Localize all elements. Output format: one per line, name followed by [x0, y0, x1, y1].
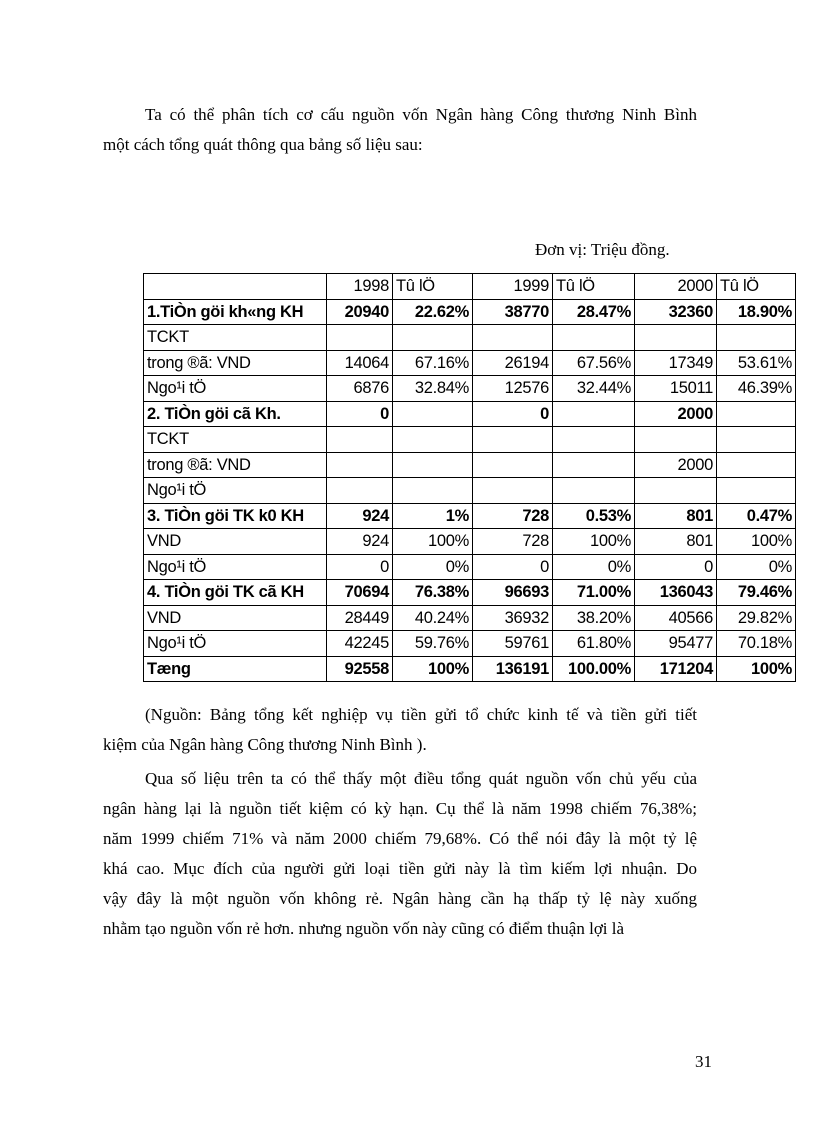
- value-cell: 100%: [553, 529, 635, 555]
- source-line: (Nguồn: Bảng tổng kết nghiệp vụ tiền gửi tổ chức kinh tế và tiền gửi tiết: [145, 705, 697, 724]
- value-cell: 801: [635, 529, 717, 555]
- value-cell: 0.47%: [717, 503, 796, 529]
- header-cell: 1999: [473, 274, 553, 300]
- value-cell: 136191: [473, 656, 553, 682]
- table-header-row: [144, 274, 796, 300]
- row-label-cell: 4. TiÒn göi TK cã KH: [144, 580, 327, 606]
- value-cell: [717, 325, 796, 351]
- row-label-cell: VND: [144, 605, 327, 631]
- header-cell: Tû lÖ: [393, 274, 473, 300]
- analysis-line: vậy đây là một nguồn vốn không rẻ. Ngân hàng cần hạ thấp tỷ lệ này xuống: [103, 889, 697, 908]
- value-cell: 18.90%: [717, 299, 796, 325]
- value-cell: 36932: [473, 605, 553, 631]
- value-cell: [393, 325, 473, 351]
- value-cell: 70694: [327, 580, 393, 606]
- value-cell: [473, 478, 553, 504]
- value-cell: 801: [635, 503, 717, 529]
- row-label-cell: Ngo¹i tÖ: [144, 631, 327, 657]
- value-cell: 1%: [393, 503, 473, 529]
- value-cell: [327, 452, 393, 478]
- value-cell: [327, 427, 393, 453]
- header-cell: Tû lÖ: [717, 274, 796, 300]
- value-cell: 0: [327, 554, 393, 580]
- value-cell: 17349: [635, 350, 717, 376]
- value-cell: [327, 325, 393, 351]
- value-cell: [553, 401, 635, 427]
- value-cell: [393, 427, 473, 453]
- value-cell: [717, 452, 796, 478]
- value-cell: 0%: [393, 554, 473, 580]
- value-cell: [553, 427, 635, 453]
- analysis-line: năm 1999 chiếm 71% và năm 2000 chiếm 79,68%. Có thể nói đây là một tỷ lệ: [103, 829, 697, 848]
- value-cell: [553, 452, 635, 478]
- value-cell: 100%: [717, 656, 796, 682]
- value-cell: 38.20%: [553, 605, 635, 631]
- value-cell: 92558: [327, 656, 393, 682]
- value-cell: 67.16%: [393, 350, 473, 376]
- value-cell: 32360: [635, 299, 717, 325]
- value-cell: 28.47%: [553, 299, 635, 325]
- value-cell: 96693: [473, 580, 553, 606]
- value-cell: 32.84%: [393, 376, 473, 402]
- value-cell: 28449: [327, 605, 393, 631]
- value-cell: 67.56%: [553, 350, 635, 376]
- intro-line: Ta có thể phân tích cơ cấu nguồn vốn Ngân hàng Công thương Ninh Bình: [145, 105, 697, 124]
- value-cell: 6876: [327, 376, 393, 402]
- value-cell: 0: [635, 554, 717, 580]
- value-cell: 53.61%: [717, 350, 796, 376]
- value-cell: 26194: [473, 350, 553, 376]
- table-row: [144, 452, 796, 478]
- row-label-cell: TCKT: [144, 427, 327, 453]
- intro-paragraph: [103, 100, 697, 160]
- table-row: [144, 478, 796, 504]
- row-label-cell: VND: [144, 529, 327, 555]
- row-label-cell: Ngo¹i tÖ: [144, 554, 327, 580]
- table-row: [144, 376, 796, 402]
- value-cell: 0.53%: [553, 503, 635, 529]
- value-cell: 79.46%: [717, 580, 796, 606]
- row-label-cell: trong ®ã: VND: [144, 350, 327, 376]
- value-cell: 76.38%: [393, 580, 473, 606]
- value-cell: 22.62%: [393, 299, 473, 325]
- table-row: [144, 605, 796, 631]
- value-cell: 14064: [327, 350, 393, 376]
- value-cell: 12576: [473, 376, 553, 402]
- analysis-line: ngân hàng lại là nguồn tiết kiệm có kỳ hạn. Cụ thể là năm 1998 chiếm 76,38%;: [103, 799, 697, 818]
- analysis-line: khá cao. Mục đích của người gửi loại tiền gửi này là tìm kiếm lợi nhuận. Do: [103, 859, 697, 878]
- row-label-cell: Ngo¹i tÖ: [144, 376, 327, 402]
- table-row: [144, 503, 796, 529]
- table-row: [144, 631, 796, 657]
- value-cell: 728: [473, 529, 553, 555]
- value-cell: 100%: [717, 529, 796, 555]
- value-cell: [473, 325, 553, 351]
- value-cell: 924: [327, 503, 393, 529]
- value-cell: 2000: [635, 401, 717, 427]
- table-row: [144, 529, 796, 555]
- value-cell: 20940: [327, 299, 393, 325]
- table-row: [144, 427, 796, 453]
- analysis-line: Qua số liệu trên ta có thể thấy một điều tổng quát nguồn vốn chủ yếu của: [145, 769, 697, 788]
- value-cell: 2000: [635, 452, 717, 478]
- value-cell: [635, 427, 717, 453]
- page-number: 31: [695, 1052, 712, 1071]
- value-cell: 0: [473, 401, 553, 427]
- value-cell: 0%: [553, 554, 635, 580]
- value-cell: 171204: [635, 656, 717, 682]
- table-row: [144, 580, 796, 606]
- row-label-cell: TCKT: [144, 325, 327, 351]
- header-cell: [144, 274, 327, 300]
- table-row: [144, 350, 796, 376]
- value-cell: [635, 478, 717, 504]
- table-row: [144, 299, 796, 325]
- value-cell: 29.82%: [717, 605, 796, 631]
- value-cell: 32.44%: [553, 376, 635, 402]
- value-cell: 100.00%: [553, 656, 635, 682]
- value-cell: 728: [473, 503, 553, 529]
- row-label-cell: Ngo¹i tÖ: [144, 478, 327, 504]
- row-label-cell: 1.TiÒn göi kh«ng KH: [144, 299, 327, 325]
- value-cell: 38770: [473, 299, 553, 325]
- row-label-cell: 3. TiÒn göi TK k0 KH: [144, 503, 327, 529]
- value-cell: 59.76%: [393, 631, 473, 657]
- value-cell: [393, 478, 473, 504]
- value-cell: 100%: [393, 656, 473, 682]
- table-row: [144, 325, 796, 351]
- analysis-paragraph: [103, 764, 697, 944]
- value-cell: 0%: [717, 554, 796, 580]
- value-cell: 42245: [327, 631, 393, 657]
- value-cell: 0: [327, 401, 393, 427]
- capital-structure-table: [143, 273, 796, 682]
- value-cell: 136043: [635, 580, 717, 606]
- value-cell: 15011: [635, 376, 717, 402]
- value-cell: 40566: [635, 605, 717, 631]
- value-cell: 0: [473, 554, 553, 580]
- row-label-cell: 2. TiÒn göi cã Kh.: [144, 401, 327, 427]
- value-cell: 70.18%: [717, 631, 796, 657]
- analysis-line: nhằm tạo nguồn vốn rẻ hơn. nhưng nguồn vốn này cũng có điểm thuận lợi là: [103, 919, 625, 938]
- value-cell: [717, 427, 796, 453]
- value-cell: [553, 478, 635, 504]
- table-row: [144, 401, 796, 427]
- value-cell: [635, 325, 717, 351]
- intro-line: một cách tổng quát thông qua bảng số liệu sau:: [103, 135, 423, 154]
- source-line: kiệm của Ngân hàng Công thương Ninh Bình ).: [103, 735, 427, 754]
- value-cell: 71.00%: [553, 580, 635, 606]
- value-cell: 61.80%: [553, 631, 635, 657]
- value-cell: 59761: [473, 631, 553, 657]
- value-cell: 100%: [393, 529, 473, 555]
- row-label-cell: Tæng: [144, 656, 327, 682]
- table-row: [144, 554, 796, 580]
- value-cell: 924: [327, 529, 393, 555]
- header-cell: Tû lÖ: [553, 274, 635, 300]
- row-label-cell: trong ®ã: VND: [144, 452, 327, 478]
- value-cell: 95477: [635, 631, 717, 657]
- value-cell: [393, 401, 473, 427]
- value-cell: 46.39%: [717, 376, 796, 402]
- value-cell: [327, 478, 393, 504]
- value-cell: 40.24%: [393, 605, 473, 631]
- header-cell: 2000: [635, 274, 717, 300]
- value-cell: [717, 478, 796, 504]
- value-cell: [473, 427, 553, 453]
- unit-label: Đơn vị: Triệu đồng.: [535, 240, 670, 259]
- header-cell: 1998: [327, 274, 393, 300]
- value-cell: [553, 325, 635, 351]
- value-cell: [393, 452, 473, 478]
- value-cell: [717, 401, 796, 427]
- source-note: [103, 700, 697, 760]
- table-row: [144, 656, 796, 682]
- value-cell: [473, 452, 553, 478]
